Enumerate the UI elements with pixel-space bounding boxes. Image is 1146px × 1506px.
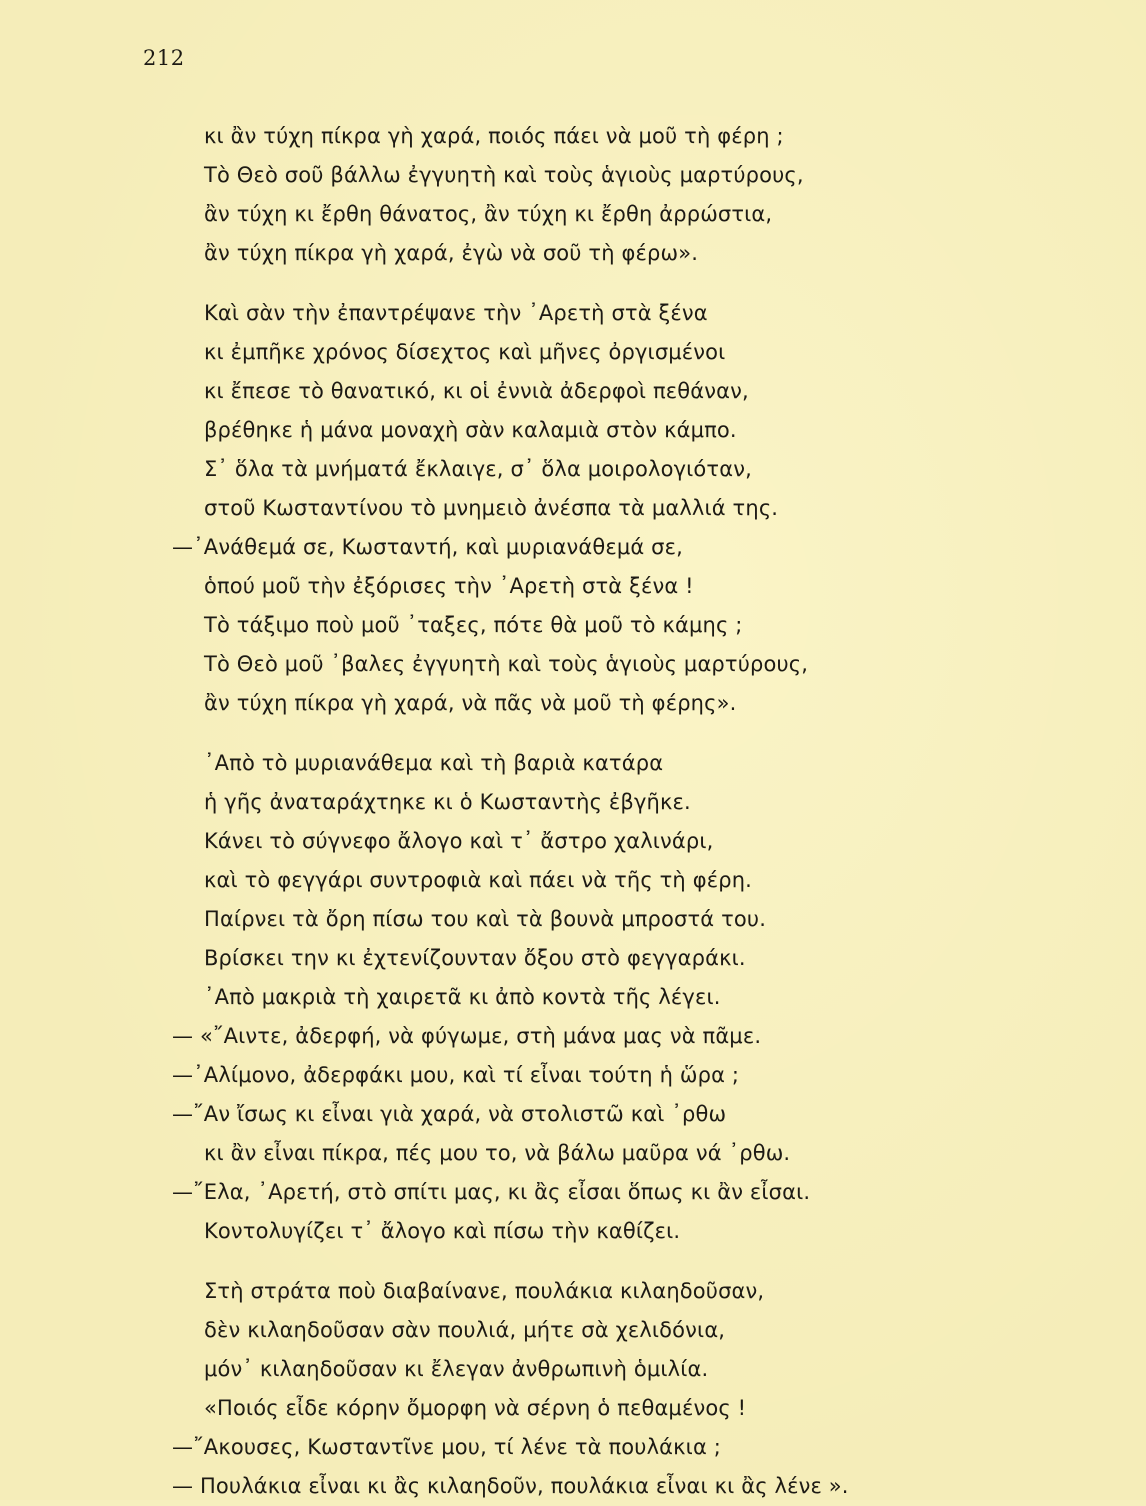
verse-line: Καὶ σὰν τὴν ἐπαντρέψανε τὴν ᾿Αρετὴ στὰ ξένα: [204, 301, 708, 325]
verse-line: «Ποιός εἶδε κόρην ὄμορφη νὰ σέρνη ὁ πεθαμένος !: [204, 1396, 747, 1420]
stanza-break: [0, 723, 1146, 744]
verse-line: κι ἐμπῆκε χρόνος δίσεχτος καὶ μῆνες ὀργισμένοι: [204, 340, 726, 364]
verse-line-dialogue: —῎Αν ἴσως κι εἶναι γιὰ χαρά, νὰ στολιστῶ καὶ ᾿ρθω: [172, 1102, 727, 1126]
verse-line: Τὸ Θεὸ μοῦ ᾿βαλες ἐγγυητὴ καὶ τοὺς ἁγιοὺς μαρτύρους,: [204, 652, 809, 676]
verse-line: Κάνει τὸ σύγνεφο ἄλογο καὶ τ᾿ ἄστρο χαλινάρι,: [204, 829, 714, 853]
verse-line: Βρίσκει την κι ἐχτενίζουνταν ὄξου στὸ φεγγαράκι.: [204, 946, 746, 970]
verse-line: ᾿Απὸ μακριὰ τὴ χαιρετᾶ κι ἀπὸ κοντὰ τῆς λέγει.: [204, 985, 721, 1009]
verse-line: ἂν τύχη πίκρα γὴ χαρά, νὰ πᾶς νὰ μοῦ τὴ φέρης».: [204, 691, 737, 715]
verse-line: Παίρνει τὰ ὄρη πίσω του καὶ τὰ βουνὰ μπροστά του.: [204, 907, 767, 931]
verse-line-dialogue: — Πουλάκια εἶναι κι ἂς κιλαηδοῦν, πουλάκια εἶναι κι ἂς λένε ».: [172, 1474, 849, 1498]
verse-line: ἂν τύχη πίκρα γὴ χαρά, ἐγὼ νὰ σοῦ τὴ φέρω».: [204, 241, 699, 265]
stanza: [0, 294, 1146, 723]
verse-line: κι ἂν εἶναι πίκρα, πές μου το, νὰ βάλω μαῦρα νά ᾿ρθω.: [204, 1141, 791, 1165]
verse-line: κι ἔπεσε τὸ θανατικό, κι οἱ ἐννιὰ ἀδερφοὶ πεθάναν,: [204, 379, 749, 403]
verse-line-dialogue: —᾿Ανάθεμά σε, Κωσταντή, καὶ μυριανάθεμά σε,: [172, 535, 683, 559]
verse-line: Τὸ Θεὸ σοῦ βάλλω ἐγγυητὴ καὶ τοὺς ἁγιοὺς μαρτύρους,: [204, 163, 804, 187]
verse-line: δὲν κιλαηδοῦσαν σὰν πουλιά, μήτε σὰ χελιδόνια,: [204, 1318, 726, 1342]
verse-line-dialogue: — «῎Αιντε, ἀδερφή, νὰ φύγωμε, στὴ μάνα μας νὰ πᾶμε.: [172, 1024, 762, 1048]
verse-line: στοῦ Κωσταντίνου τὸ μνημειὸ ἀνέσπα τὰ μαλλιά της.: [204, 496, 779, 520]
stanza: [0, 1272, 1146, 1506]
verse-line: Στὴ στράτα ποὺ διαβαίνανε, πουλάκια κιλαηδοῦσαν,: [204, 1279, 765, 1303]
verse-line: ἂν τύχη κι ἔρθη θάνατος, ἂν τύχη κι ἔρθη ἀρρώστια,: [204, 202, 773, 226]
verse-line: μόν᾿ κιλαηδοῦσαν κι ἔλεγαν ἀνθρωπινὴ ὁμιλία.: [204, 1357, 709, 1381]
page-number: 212: [143, 46, 185, 70]
verse-line: Κοντολυγίζει τ᾿ ἄλογο καὶ πίσω τὴν καθίζει.: [204, 1219, 681, 1243]
stanza-break: [0, 273, 1146, 294]
verse-line: ἡ γῆς ἀναταράχτηκε κι ὁ Κωσταντὴς ἐβγῆκε.: [204, 790, 691, 814]
verse-line-dialogue: —῎Ακουσες, Κωσταντῖνε μου, τί λένε τὰ πουλάκια ;: [172, 1435, 721, 1459]
poem: [0, 117, 1146, 1506]
stanza: [0, 744, 1146, 1251]
verse-line: Σ᾿ ὅλα τὰ μνήματά ἔκλαιγε, σ᾿ ὅλα μοιρολογιόταν,: [204, 457, 752, 481]
verse-line-dialogue: —᾿Αλίμονο, ἀδερφάκι μου, καὶ τί εἶναι τούτη ἡ ὥρα ;: [172, 1063, 740, 1087]
stanza: [0, 117, 1146, 273]
verse-line: βρέθηκε ἡ μάνα μοναχὴ σὰν καλαμιὰ στὸν κάμπο.: [204, 418, 737, 442]
verse-line: καὶ τὸ φεγγάρι συντροφιὰ καὶ πάει νὰ τῆς τὴ φέρη.: [204, 868, 752, 892]
stanza-break: [0, 1251, 1146, 1272]
verse-line: ᾿Απὸ τὸ μυριανάθεμα καὶ τὴ βαριὰ κατάρα: [204, 751, 664, 775]
verse-line: Τὸ τάξιμο ποὺ μοῦ ᾿ταξες, πότε θὰ μοῦ τὸ κάμης ;: [204, 613, 743, 637]
verse-line: κι ἂν τύχη πίκρα γὴ χαρά, ποιός πάει νὰ μοῦ τὴ φέρη ;: [204, 124, 784, 148]
verse-line-dialogue: —῎Ελα, ᾿Αρετή, στὸ σπίτι μας, κι ἂς εἶσαι ὅπως κι ἂν εἶσαι.: [172, 1180, 811, 1204]
verse-line: ὁπού μοῦ τὴν ἐξόρισες τὴν ᾿Αρετὴ στὰ ξένα !: [204, 574, 694, 598]
